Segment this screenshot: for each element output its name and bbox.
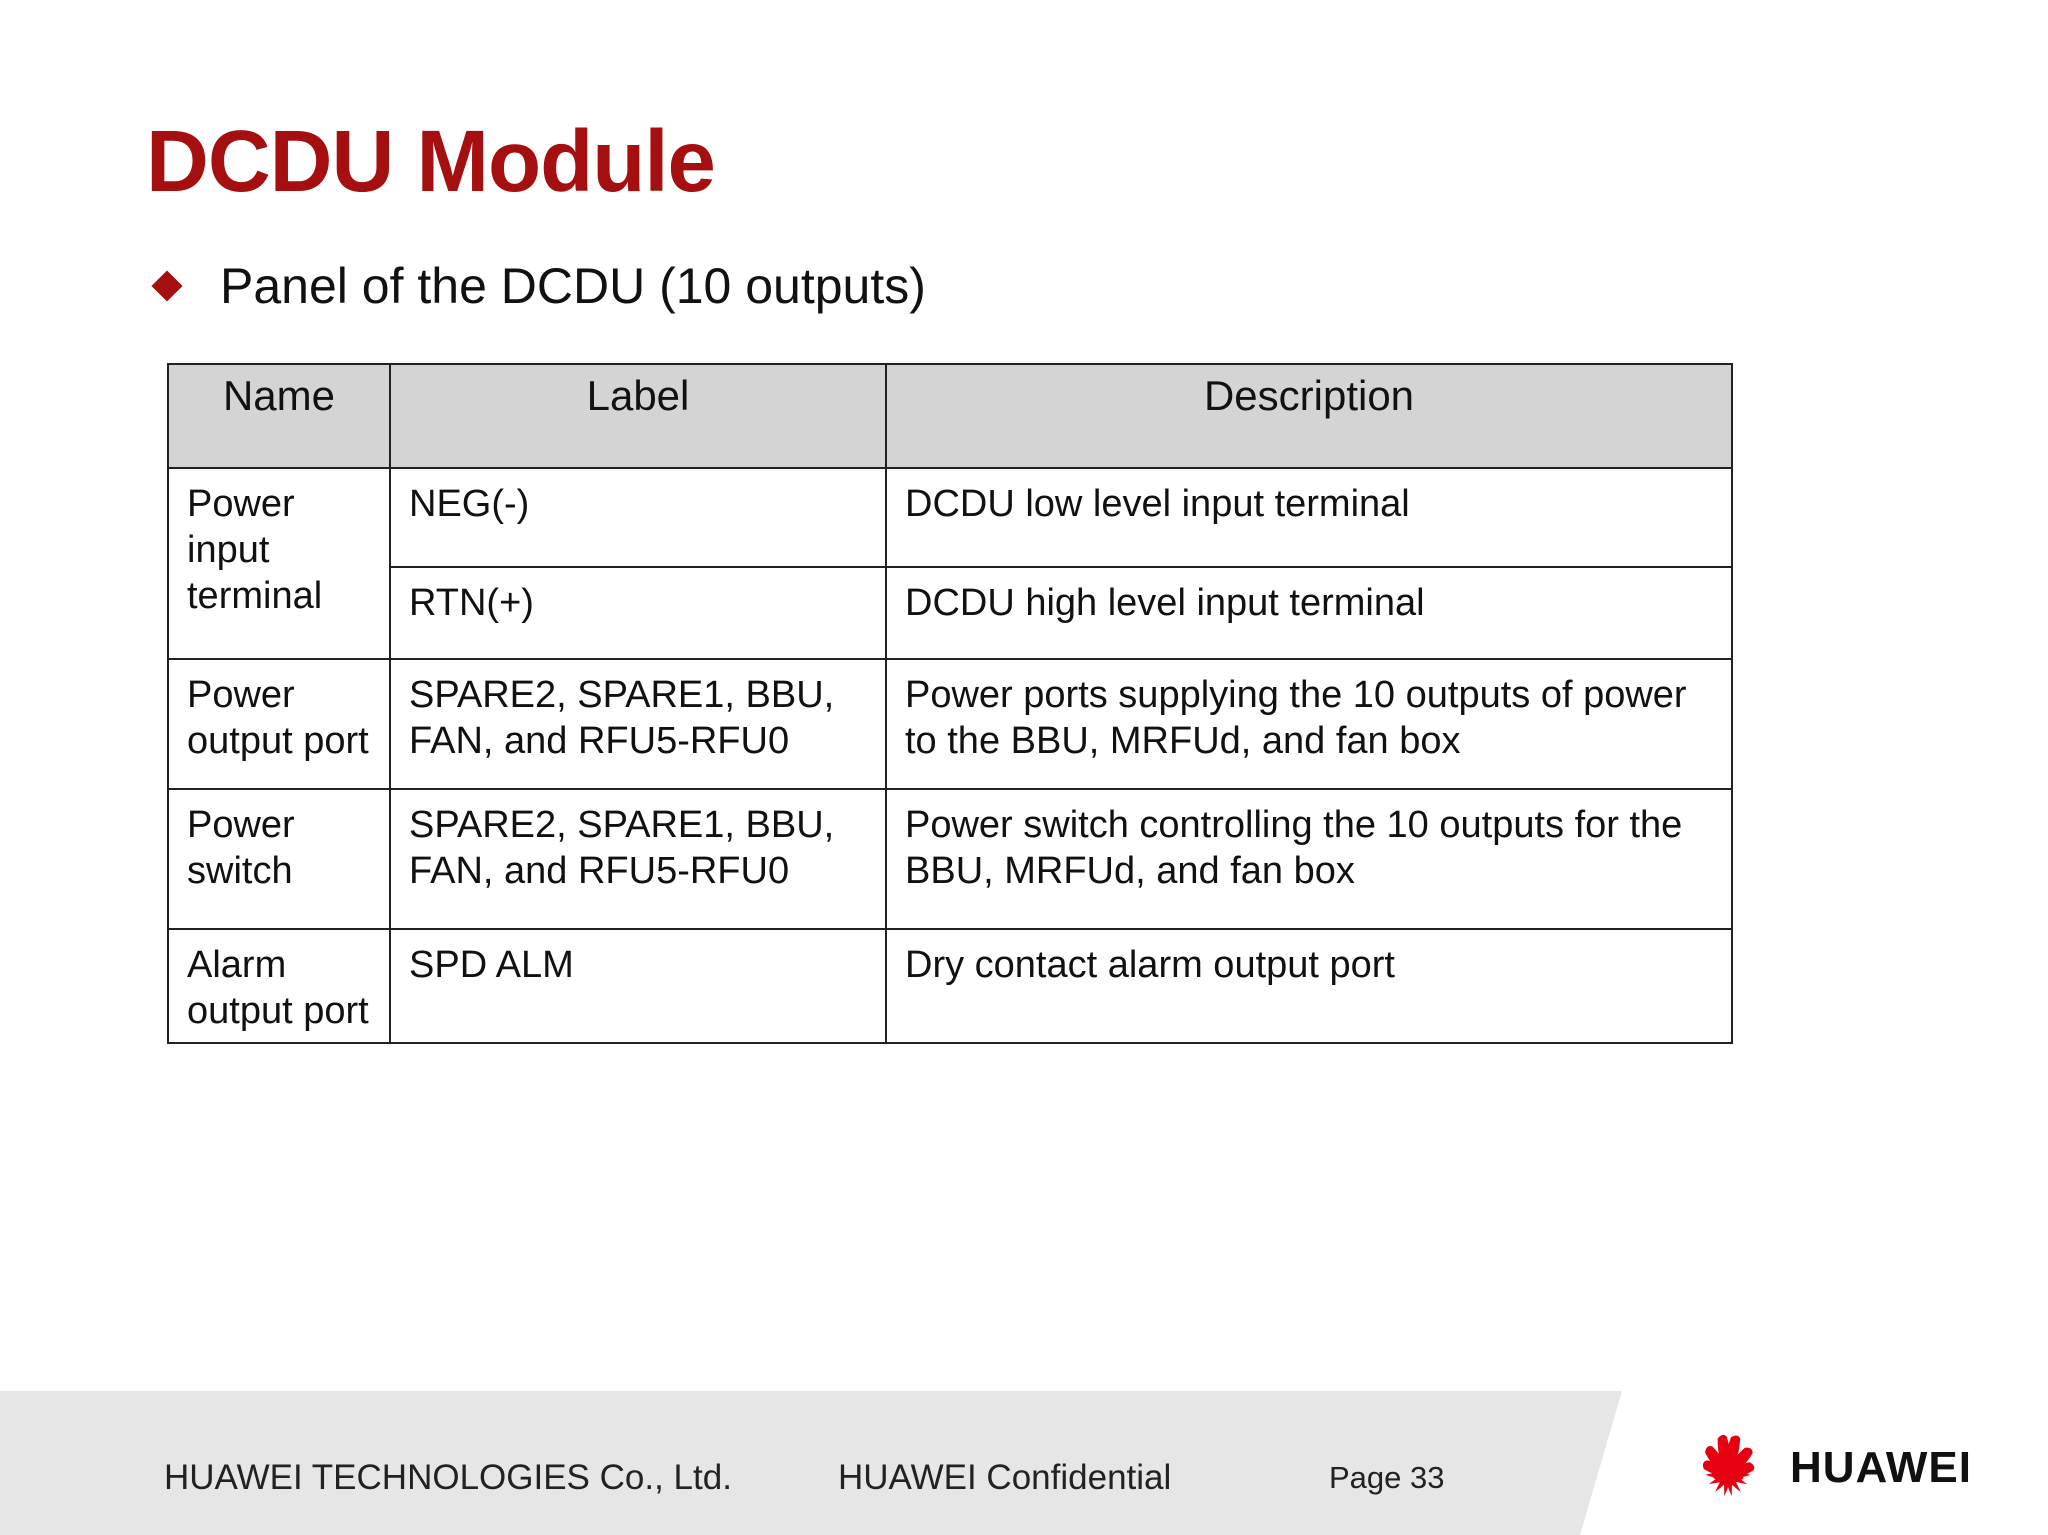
huawei-logo-text: HUAWEI (1790, 1443, 1972, 1492)
table-row (168, 468, 1732, 567)
cell-name: Power input terminal (168, 468, 390, 659)
cell-name: Alarm output port (168, 929, 390, 1043)
cell-description: DCDU high level input terminal (886, 567, 1732, 659)
cell-label: SPD ALM (390, 929, 886, 1043)
cell-description: Power switch controlling the 10 outputs for the BBU, MRFUd, and fan box (886, 789, 1732, 929)
cell-description: Dry contact alarm output port (886, 929, 1732, 1043)
table-row (168, 567, 1732, 659)
cell-description: Power ports supplying the 10 outputs of power to the BBU, MRFUd, and fan box (886, 659, 1732, 789)
cell-label: SPARE2, SPARE1, BBU, FAN, and RFU5-RFU0 (390, 789, 886, 929)
footer-confidential: HUAWEI Confidential (838, 1458, 1172, 1497)
cell-description: DCDU low level input terminal (886, 468, 1732, 567)
cell-label: RTN(+) (390, 567, 886, 659)
diamond-bullet-icon (151, 270, 182, 301)
page-number: Page 33 (1329, 1460, 1445, 1495)
cell-label: NEG(-) (390, 468, 886, 567)
table-row (168, 789, 1732, 929)
table-row (168, 929, 1732, 1043)
cell-name: Power switch (168, 789, 390, 929)
cell-name: Power output port (168, 659, 390, 789)
header-description: Description (886, 364, 1732, 468)
bullet-text: Panel of the DCDU (10 outputs) (220, 258, 926, 314)
cell-label: SPARE2, SPARE1, BBU, FAN, and RFU5-RFU0 (390, 659, 886, 789)
slide-title: DCDU Module (146, 113, 715, 210)
bullet-item (152, 256, 926, 316)
header-name: Name (168, 364, 390, 468)
huawei-logo (1680, 1428, 1972, 1508)
footer-company: HUAWEI TECHNOLOGIES Co., Ltd. (164, 1458, 732, 1497)
dcdu-panel-table (167, 363, 1733, 1044)
header-label: Label (390, 364, 886, 468)
huawei-petal-logo-icon (1680, 1428, 1776, 1508)
table-row (168, 659, 1732, 789)
table-header-row (168, 364, 1732, 468)
